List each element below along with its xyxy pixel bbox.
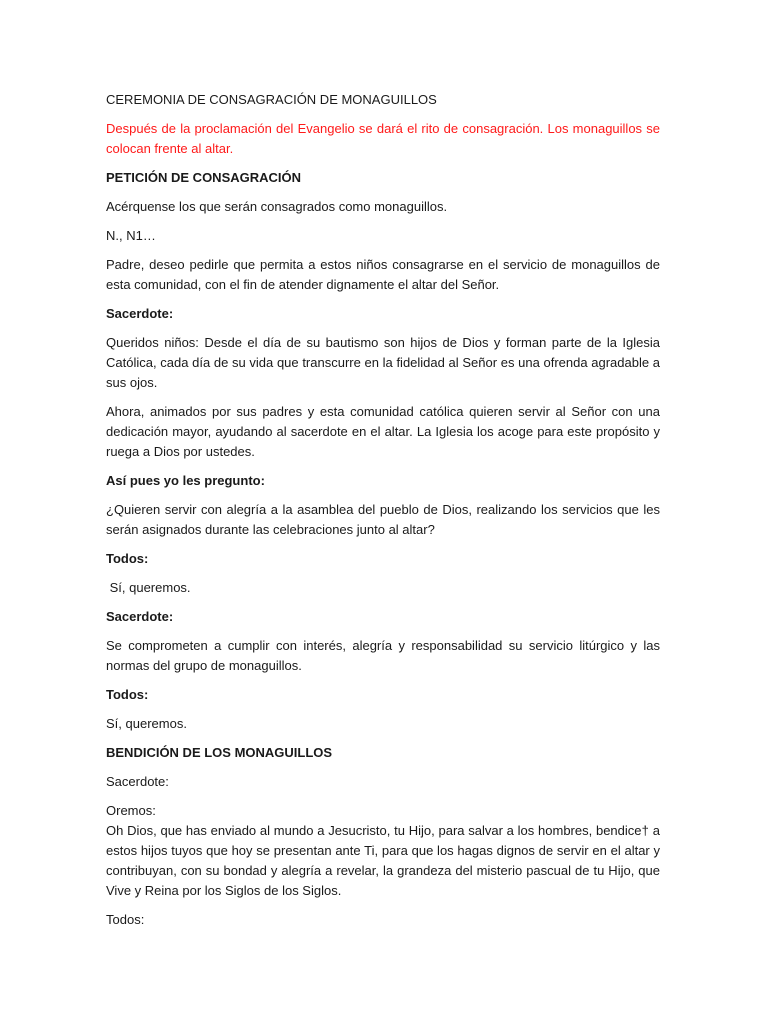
paragraph-dear-children: Queridos niños: Desde el día de su bautismo son hijos de Dios y forman parte de la Iglesia Católica, cada día de su vida que transcurre en la fidelidad al Señor es una ofrenda agradable a sus ojos. [106,335,660,390]
answer-yes: Sí, queremos. [106,580,191,595]
ask-heading: Así pues yo les pregunto: [106,473,265,488]
speaker-priest: Sacerdote: [106,306,174,321]
paragraph-question: ¿Quieren servir con alegría a la asamblea del pueblo de Dios, realizando los servicios que les serán asignados durante las celebraciones junto al altar? [106,502,660,537]
prayer-intro: Oremos: [106,803,156,818]
section-heading-petition: PETICIÓN DE CONSAGRACIÓN [106,170,302,185]
document-title: CEREMONIA DE CONSAGRACIÓN DE MONAGUILLOS [106,92,437,107]
paragraph-now-encouraged: Ahora, animados por sus padres y esta comunidad católica quieren servir al Señor con una dedicación mayor, ayudando al sacerdote en el altar. La Iglesia los acoge para este propósito y ruega a Dios por ustedes. [106,404,660,459]
answer-yes: Sí, queremos. [106,716,187,731]
speaker-all: Todos: [106,551,149,566]
speaker-all: Todos: [106,687,149,702]
document-page [106,90,660,939]
speaker-priest-plain: Sacerdote: [106,774,169,789]
rubric-instruction: Después de la proclamación del Evangelio se dará el rito de consagración. Los monaguillos se colocan frente al altar. [106,121,660,156]
paragraph-commitment: Se comprometen a cumplir con interés, alegría y responsabilidad su servicio litúrgico y las normas del grupo de monaguillos. [106,638,660,673]
section-heading-blessing: BENDICIÓN DE LOS MONAGUILLOS [106,745,333,760]
paragraph-approach: Acérquense los que serán consagrados como monaguillos. [106,199,448,214]
prayer-text: Oh Dios, que has enviado al mundo a Jesucristo, tu Hijo, para salvar a los hombres, bendice† a estos hijos tuyos que hoy se presentan ante Ti, para que los hagas dignos de servir en el altar y contribuyan, con su bondad y alegría a revelar, la grandeza del misterio pascual de tu Hijo, que Vive y Reina por los Siglos de los Siglos. [106,823,660,898]
paragraph-names: N., N1… [106,228,156,243]
speaker-priest: Sacerdote: [106,609,174,624]
paragraph-request: Padre, deseo pedirle que permita a estos niños consagrarse en el servicio de monaguillos de esta comunidad, con el fin de atender dignamente el altar del Señor. [106,257,660,292]
speaker-all-plain: Todos: [106,912,145,927]
